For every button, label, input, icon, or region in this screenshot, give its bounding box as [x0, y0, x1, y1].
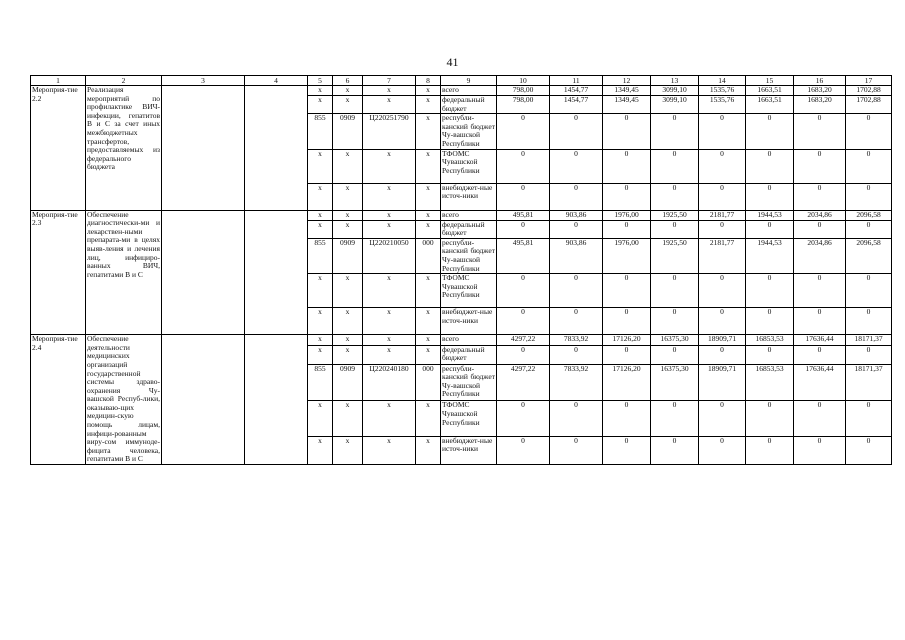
year-value-cell: 2096,58 [846, 210, 892, 220]
column-header-2: 2 [86, 76, 162, 86]
page-number: 41 [446, 55, 459, 69]
year-value-cell: 0 [846, 436, 892, 464]
funding-source-cell: федеральный бюджет [441, 96, 497, 114]
year-value-cell: 0 [794, 345, 846, 364]
column-header-4: 4 [245, 76, 308, 86]
year-value-cell: 0 [497, 436, 550, 464]
budget-code-cell: x [308, 220, 333, 238]
target-article-cell: x [363, 308, 416, 335]
budget-code-cell: x [308, 436, 333, 464]
event-description: Обеспечение деятельности медицинских организаций государственной системы здраво-охранения Чу-вашской Респуб-лики, оказываю-щих медицин-скую помощь лицам, инфици-рованным виру-сом иммуноде-фицита человека, гепатитами В и С [87, 334, 160, 464]
year-value-cell: 0 [651, 401, 699, 436]
expense-group-cell: x [416, 210, 441, 220]
budget-code-cell: x [308, 345, 333, 364]
year-value-cell: 0 [699, 183, 746, 210]
year-value-cell: 0 [794, 220, 846, 238]
year-value-cell: 18909,71 [699, 335, 746, 345]
funding-source-cell: внебюджет-ные источ-ники [441, 436, 497, 464]
year-value-cell: 0 [550, 308, 603, 335]
year-value-cell: 0 [699, 114, 746, 149]
year-value-cell: 0 [699, 149, 746, 183]
year-value-cell: 0 [651, 308, 699, 335]
year-value-cell: 1454,77 [550, 86, 603, 96]
year-value-cell: 17636,44 [794, 335, 846, 345]
year-value-cell: 0 [603, 183, 651, 210]
target-article-cell: x [363, 220, 416, 238]
year-value-cell: 0 [550, 114, 603, 149]
year-value-cell: 1535,76 [699, 86, 746, 96]
column-header-1: 1 [31, 76, 86, 86]
year-value-cell: 2181,77 [699, 210, 746, 220]
section-code-cell: x [333, 220, 363, 238]
year-value-cell: 0 [603, 114, 651, 149]
year-value-cell: 0 [794, 274, 846, 308]
target-article-cell: x [363, 149, 416, 183]
section-code-cell: x [333, 308, 363, 335]
target-article-cell: x [363, 345, 416, 364]
year-value-cell: 0 [603, 308, 651, 335]
year-value-cell: 798,00 [497, 86, 550, 96]
funding-source-cell: всего [441, 86, 497, 96]
expense-group-cell: x [416, 96, 441, 114]
column-number-header-row [31, 76, 892, 86]
budget-code-cell: 855 [308, 364, 333, 401]
year-value-cell: 4297,22 [497, 364, 550, 401]
funding-source-cell: ТФОМС Чувашской Республики [441, 149, 497, 183]
column-header-17: 17 [846, 76, 892, 86]
year-value-cell: 0 [603, 149, 651, 183]
year-value-cell: 0 [846, 114, 892, 149]
target-article-cell: x [363, 210, 416, 220]
funding-source-cell: республи-канский бюджет Чу-вашской Республики [442, 113, 495, 148]
section-code-cell: 0909 [333, 114, 363, 149]
column-header-14: 14 [699, 76, 746, 86]
year-value-cell: 0 [699, 401, 746, 436]
year-value-cell: 1702,88 [846, 86, 892, 96]
column-header-13: 13 [651, 76, 699, 86]
section-code-cell: 0909 [333, 238, 363, 273]
year-value-cell: 17126,20 [603, 364, 651, 401]
section-code-cell: x [333, 274, 363, 308]
year-value-cell: 0 [497, 183, 550, 210]
year-value-cell: 18171,37 [846, 335, 892, 345]
funding-source-cell: ТФОМС Чувашской Республики [441, 274, 497, 308]
section-code-cell: x [333, 436, 363, 464]
year-value-cell: 0 [603, 401, 651, 436]
year-value-cell: 0 [497, 274, 550, 308]
year-value-cell: 0 [699, 274, 746, 308]
event-col-4 [245, 335, 308, 465]
year-value-cell: 0 [699, 220, 746, 238]
year-value-cell: 18171,37 [846, 364, 892, 401]
event-col-3 [162, 86, 245, 211]
year-value-cell: 0 [550, 149, 603, 183]
target-article-cell: Ц220240180 [363, 364, 416, 401]
funding-source-cell: федеральный бюджет [441, 220, 497, 238]
year-value-cell: 0 [497, 149, 550, 183]
expense-group-cell: x [416, 86, 441, 96]
year-value-cell: 1925,50 [651, 210, 699, 220]
budget-code-cell: x [308, 274, 333, 308]
year-value-cell: 495,81 [497, 238, 550, 273]
event-col-3 [162, 210, 245, 335]
year-value-cell: 0 [794, 436, 846, 464]
section-code-cell: x [333, 401, 363, 436]
table-row [31, 86, 892, 96]
column-header-9: 9 [441, 76, 497, 86]
event-description: Реализация мероприятий по профилактике ВИЧ-инфекции, гепатитов В и С за счет иных межбюджетных трансфертов, предоставляемых из федерального бюджета [86, 86, 162, 211]
expense-group-cell: x [416, 274, 441, 308]
section-code-cell: x [333, 149, 363, 183]
year-value-cell: 3099,10 [651, 86, 699, 96]
year-value-cell: 17126,20 [603, 335, 651, 345]
year-value-cell: 0 [746, 274, 794, 308]
expense-group-cell: x [416, 183, 441, 210]
expense-group-cell: x [416, 345, 441, 364]
expense-group-cell: x [416, 436, 441, 464]
budget-code-cell: x [308, 335, 333, 345]
year-value-cell: 0 [651, 274, 699, 308]
target-article-cell: x [363, 96, 416, 114]
year-value-cell: 1663,51 [746, 96, 794, 114]
budget-code-cell: x [308, 183, 333, 210]
year-value-cell: 0 [550, 401, 603, 436]
budget-table [30, 75, 892, 465]
year-value-cell: 7833,92 [550, 335, 603, 345]
funding-source-cell: республи-канский бюджет Чу-вашской Республики [442, 238, 495, 273]
year-value-cell: 1454,77 [550, 96, 603, 114]
target-article-cell: x [363, 183, 416, 210]
year-value-cell: 2181,77 [699, 238, 746, 273]
year-value-cell: 0 [497, 345, 550, 364]
column-header-16: 16 [794, 76, 846, 86]
year-value-cell: 0 [603, 220, 651, 238]
year-value-cell: 0 [746, 149, 794, 183]
year-value-cell: 0 [550, 183, 603, 210]
target-article-cell: x [363, 86, 416, 96]
section-code-cell: x [333, 96, 363, 114]
event-description: Обеспечение диагностически-ми и лекарствен-ными препарата-ми в целях выяв-ления и лечения лиц, инфициро-ванных ВИЧ, гепатитами В и С [86, 210, 162, 335]
budget-code-cell: 855 [308, 114, 333, 149]
event-code: Мероприя-тие 2.2 [31, 86, 86, 211]
funding-source-cell: ТФОМС Чувашской Республики [441, 401, 497, 436]
year-value-cell: 0 [846, 149, 892, 183]
section-code-cell: 0909 [333, 364, 363, 401]
column-header-3: 3 [162, 76, 245, 86]
section-code-cell: x [333, 210, 363, 220]
expense-group-cell: x [416, 335, 441, 345]
expense-group-cell: x [416, 308, 441, 335]
year-value-cell: 1976,00 [603, 210, 651, 220]
year-value-cell: 1944,53 [746, 210, 794, 220]
year-value-cell: 0 [699, 436, 746, 464]
funding-source-cell: внебюджет-ные источ-ники [441, 183, 497, 210]
funding-source-cell: внебюджет-ные источ-ники [441, 308, 497, 335]
year-value-cell: 0 [651, 114, 699, 149]
year-value-cell: 18909,71 [699, 364, 746, 401]
year-value-cell: 0 [497, 401, 550, 436]
year-value-cell: 0 [651, 149, 699, 183]
year-value-cell: 0 [651, 436, 699, 464]
year-value-cell: 1349,45 [603, 96, 651, 114]
column-header-6: 6 [333, 76, 363, 86]
budget-code-cell: x [308, 86, 333, 96]
year-value-cell: 2096,58 [846, 238, 892, 273]
expense-group-cell: 000 [416, 364, 441, 401]
column-header-12: 12 [603, 76, 651, 86]
year-value-cell: 495,81 [497, 210, 550, 220]
expense-group-cell: x [416, 401, 441, 436]
column-header-5: 5 [308, 76, 333, 86]
year-value-cell: 2034,86 [794, 238, 846, 273]
year-value-cell: 0 [603, 345, 651, 364]
year-value-cell: 0 [699, 308, 746, 335]
year-value-cell: 0 [497, 308, 550, 335]
budget-code-cell: x [308, 308, 333, 335]
expense-group-cell: 000 [416, 238, 441, 273]
target-article-cell: Ц220210050 [363, 238, 416, 273]
year-value-cell: 0 [746, 401, 794, 436]
year-value-cell: 0 [699, 345, 746, 364]
column-header-15: 15 [746, 76, 794, 86]
expense-group-cell: x [416, 149, 441, 183]
year-value-cell: 1349,45 [603, 86, 651, 96]
section-code-cell: x [333, 183, 363, 210]
column-header-10: 10 [497, 76, 550, 86]
funding-source-cell: всего [441, 210, 497, 220]
year-value-cell: 0 [746, 345, 794, 364]
year-value-cell: 903,86 [550, 238, 603, 273]
funding-source-cell: федеральный бюджет [441, 345, 497, 364]
year-value-cell: 903,86 [550, 210, 603, 220]
year-value-cell: 1702,88 [846, 96, 892, 114]
year-value-cell: 0 [846, 308, 892, 335]
table-row [31, 210, 892, 220]
budget-code-cell: x [308, 210, 333, 220]
year-value-cell: 16375,30 [651, 364, 699, 401]
year-value-cell: 0 [550, 220, 603, 238]
year-value-cell: 0 [746, 114, 794, 149]
year-value-cell: 0 [497, 220, 550, 238]
budget-code-cell: 855 [308, 238, 333, 273]
year-value-cell: 0 [846, 274, 892, 308]
event-col-3 [162, 335, 245, 465]
column-header-8: 8 [416, 76, 441, 86]
year-value-cell: 1535,76 [699, 96, 746, 114]
year-value-cell: 1683,20 [794, 86, 846, 96]
budget-code-cell: x [308, 96, 333, 114]
target-article-cell: Ц220251790 [363, 114, 416, 149]
budget-code-cell: x [308, 149, 333, 183]
year-value-cell: 0 [794, 114, 846, 149]
event-col-4 [245, 86, 308, 211]
year-value-cell: 0 [550, 274, 603, 308]
section-code-cell: x [333, 86, 363, 96]
year-value-cell: 0 [794, 308, 846, 335]
year-value-cell: 16853,53 [746, 335, 794, 345]
year-value-cell: 0 [603, 274, 651, 308]
year-value-cell: 0 [651, 183, 699, 210]
year-value-cell: 7833,92 [550, 364, 603, 401]
year-value-cell: 0 [794, 401, 846, 436]
year-value-cell: 2034,86 [794, 210, 846, 220]
year-value-cell: 16853,53 [746, 364, 794, 401]
target-article-cell: x [363, 274, 416, 308]
column-header-7: 7 [363, 76, 416, 86]
event-code: Мероприя-тие 2.4 [31, 335, 86, 465]
year-value-cell: 4297,22 [497, 335, 550, 345]
event-col-4 [245, 210, 308, 335]
year-value-cell: 0 [497, 114, 550, 149]
year-value-cell: 0 [846, 183, 892, 210]
table-row [31, 335, 892, 345]
year-value-cell: 0 [794, 183, 846, 210]
year-value-cell: 0 [651, 345, 699, 364]
target-article-cell: x [363, 436, 416, 464]
table-body [31, 76, 892, 465]
event-code: Мероприя-тие 2.3 [31, 210, 86, 335]
year-value-cell: 1944,53 [746, 238, 794, 273]
year-value-cell: 1976,00 [603, 238, 651, 273]
year-value-cell: 0 [550, 436, 603, 464]
budget-code-cell: x [308, 401, 333, 436]
year-value-cell: 17636,44 [794, 364, 846, 401]
year-value-cell: 798,00 [497, 96, 550, 114]
year-value-cell: 0 [651, 220, 699, 238]
year-value-cell: 3099,10 [651, 96, 699, 114]
expense-group-cell: x [416, 220, 441, 238]
expense-group-cell: x [416, 114, 441, 149]
year-value-cell: 1663,51 [746, 86, 794, 96]
year-value-cell: 1925,50 [651, 238, 699, 273]
year-value-cell: 0 [846, 401, 892, 436]
year-value-cell: 0 [746, 436, 794, 464]
year-value-cell: 0 [603, 436, 651, 464]
year-value-cell: 0 [794, 149, 846, 183]
year-value-cell: 1683,20 [794, 96, 846, 114]
year-value-cell: 0 [550, 345, 603, 364]
year-value-cell: 16375,30 [651, 335, 699, 345]
target-article-cell: x [363, 401, 416, 436]
funding-source-cell: всего [441, 335, 497, 345]
year-value-cell: 0 [746, 183, 794, 210]
funding-source-cell: республи-канский бюджет Чу-вашской Республики [441, 364, 497, 401]
year-value-cell: 0 [846, 220, 892, 238]
year-value-cell: 0 [846, 345, 892, 364]
column-header-11: 11 [550, 76, 603, 86]
year-value-cell: 0 [746, 308, 794, 335]
target-article-cell: x [363, 335, 416, 345]
section-code-cell: x [333, 345, 363, 364]
year-value-cell: 0 [746, 220, 794, 238]
section-code-cell: x [333, 335, 363, 345]
